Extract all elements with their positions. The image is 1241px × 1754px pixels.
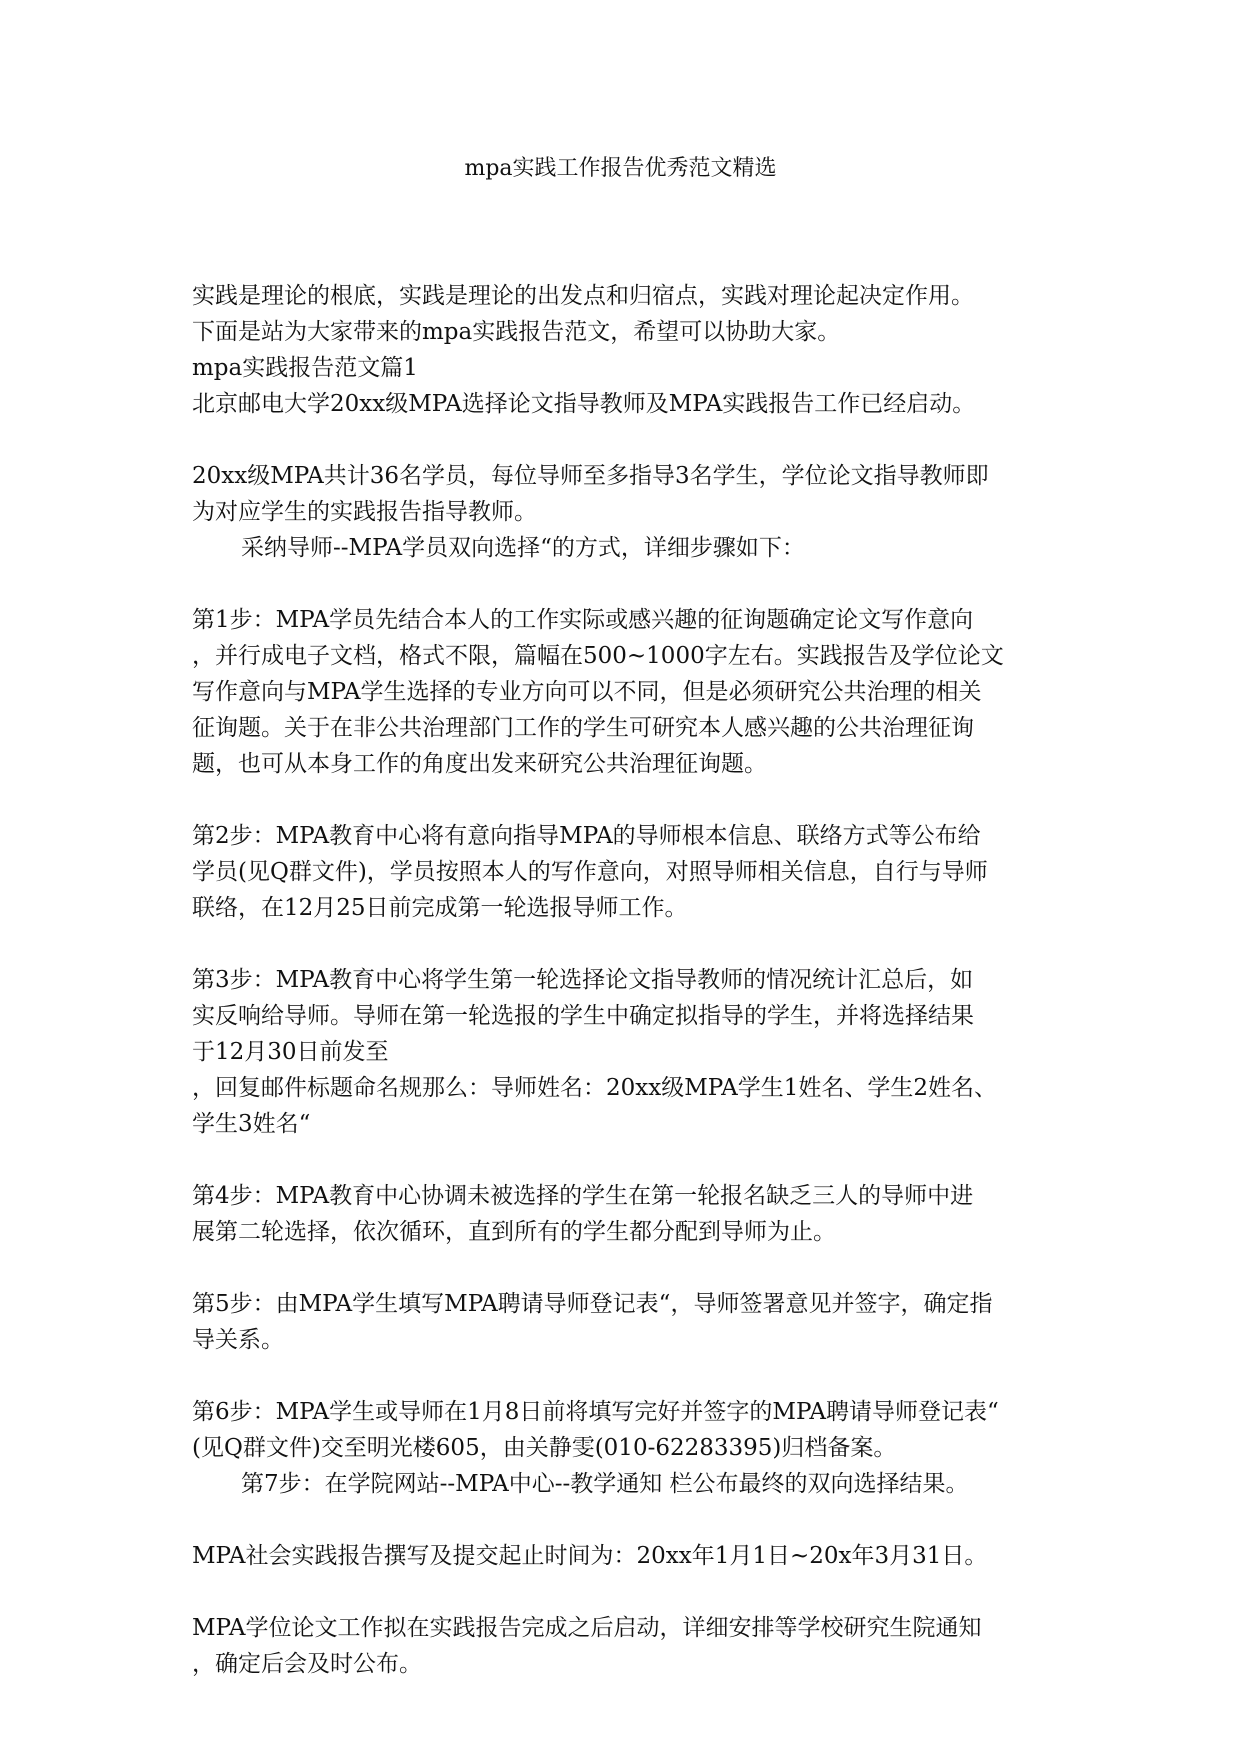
body-line: 写作意向与MPA学生选择的专业方向可以不同，但是必须研究公共治理的相关 [192,679,982,705]
body-line: 第2步：MPA教育中心将有意向指导MPA的导师根本信息、联络方式等公布给 [192,823,981,849]
body-line: 征询题。关于在非公共治理部门工作的学生可研究本人感兴趣的公共治理征询 [192,715,974,741]
body-line: ，并行成电子文档，格式不限，篇幅在500~1000字左右。实践报告及学位论文 [192,643,1004,669]
body-line: 导关系。 [192,1327,284,1353]
paragraph-gap [192,926,1072,962]
paragraph-gap [192,782,1072,818]
body-line: MPA社会实践报告撰写及提交起止时间为：20xx年1月1日~20x年3月31日。 [192,1543,988,1569]
paragraph-gap [192,1142,1072,1178]
body-line: 北京邮电大学20xx级MPA选择论文指导教师及MPA实践报告工作已经启动。 [192,391,976,417]
paragraph-gap [192,1574,1072,1610]
paragraph-gap [192,1502,1072,1538]
body-line: 20xx级MPA共计36名学员，每位导师至多指导3名学生，学位论文指导教师即 [192,463,989,489]
body-line: 于12月30日前发至 [192,1039,389,1065]
body-line: 下面是站为大家带来的mpa实践报告范文，希望可以协助大家。 [192,319,841,345]
document-body [192,278,1072,1682]
body-line: 第7步：在学院网站--MPA中心--教学通知 栏公布最终的双向选择结果。 [241,1471,969,1497]
body-line: 展第二轮选择，依次循环，直到所有的学生都分配到导师为止。 [192,1219,836,1245]
body-line: 为对应学生的实践报告指导教师。 [192,499,537,525]
document-title: mpa实践工作报告优秀范文精选 [464,156,777,181]
body-line: 第3步：MPA教育中心将学生第一轮选择论文指导教师的情况统计汇总后，如 [192,967,974,993]
paragraph-gap [192,1250,1072,1286]
body-line: 学生3姓名“ [192,1111,311,1137]
body-line: 实反响给导师。导师在第一轮选报的学生中确定拟指导的学生，并将选择结果 [192,1003,974,1029]
body-line: 第4步：MPA教育中心协调未被选择的学生在第一轮报名缺乏三人的导师中进 [192,1183,974,1209]
paragraph-gap [192,1358,1072,1394]
body-line: 第1步：MPA学员先结合本人的工作实际或感兴趣的征询题确定论文写作意向 [192,607,974,633]
body-line: 采纳导师--MPA学员双向选择“的方式，详细步骤如下： [241,535,805,561]
body-line: ，确定后会及时公布。 [192,1651,422,1677]
body-line: 联络，在12月25日前完成第一轮选报导师工作。 [192,895,688,921]
paragraph-gap [192,422,1072,458]
body-line: (见Q群文件)交至明光楼605，由关静雯(010-62283395)归档备案。 [192,1435,897,1461]
body-line: 学员(见Q群文件)，学员按照本人的写作意向，对照导师相关信息，自行与导师 [192,859,988,885]
body-line: mpa实践报告范文篇1 [192,355,418,381]
body-line: 第5步：由MPA学生填写MPA聘请导师登记表“，导师签署意见并签字，确定指 [192,1291,993,1317]
body-line: 题，也可从本身工作的角度出发来研究公共治理征询题。 [192,751,767,777]
body-line: 实践是理论的根底，实践是理论的出发点和归宿点，实践对理论起决定作用。 [192,283,974,309]
paragraph-gap [192,566,1072,602]
body-line: 第6步：MPA学生或导师在1月8日前将填写完好并签字的MPA聘请导师登记表“ [192,1399,999,1425]
body-line: ，回复邮件标题命名规那么：导师姓名：20xx级MPA学生1姓名、学生2姓名、 [192,1075,997,1101]
body-line: MPA学位论文工作拟在实践报告完成之后启动，详细安排等学校研究生院通知 [192,1615,982,1641]
